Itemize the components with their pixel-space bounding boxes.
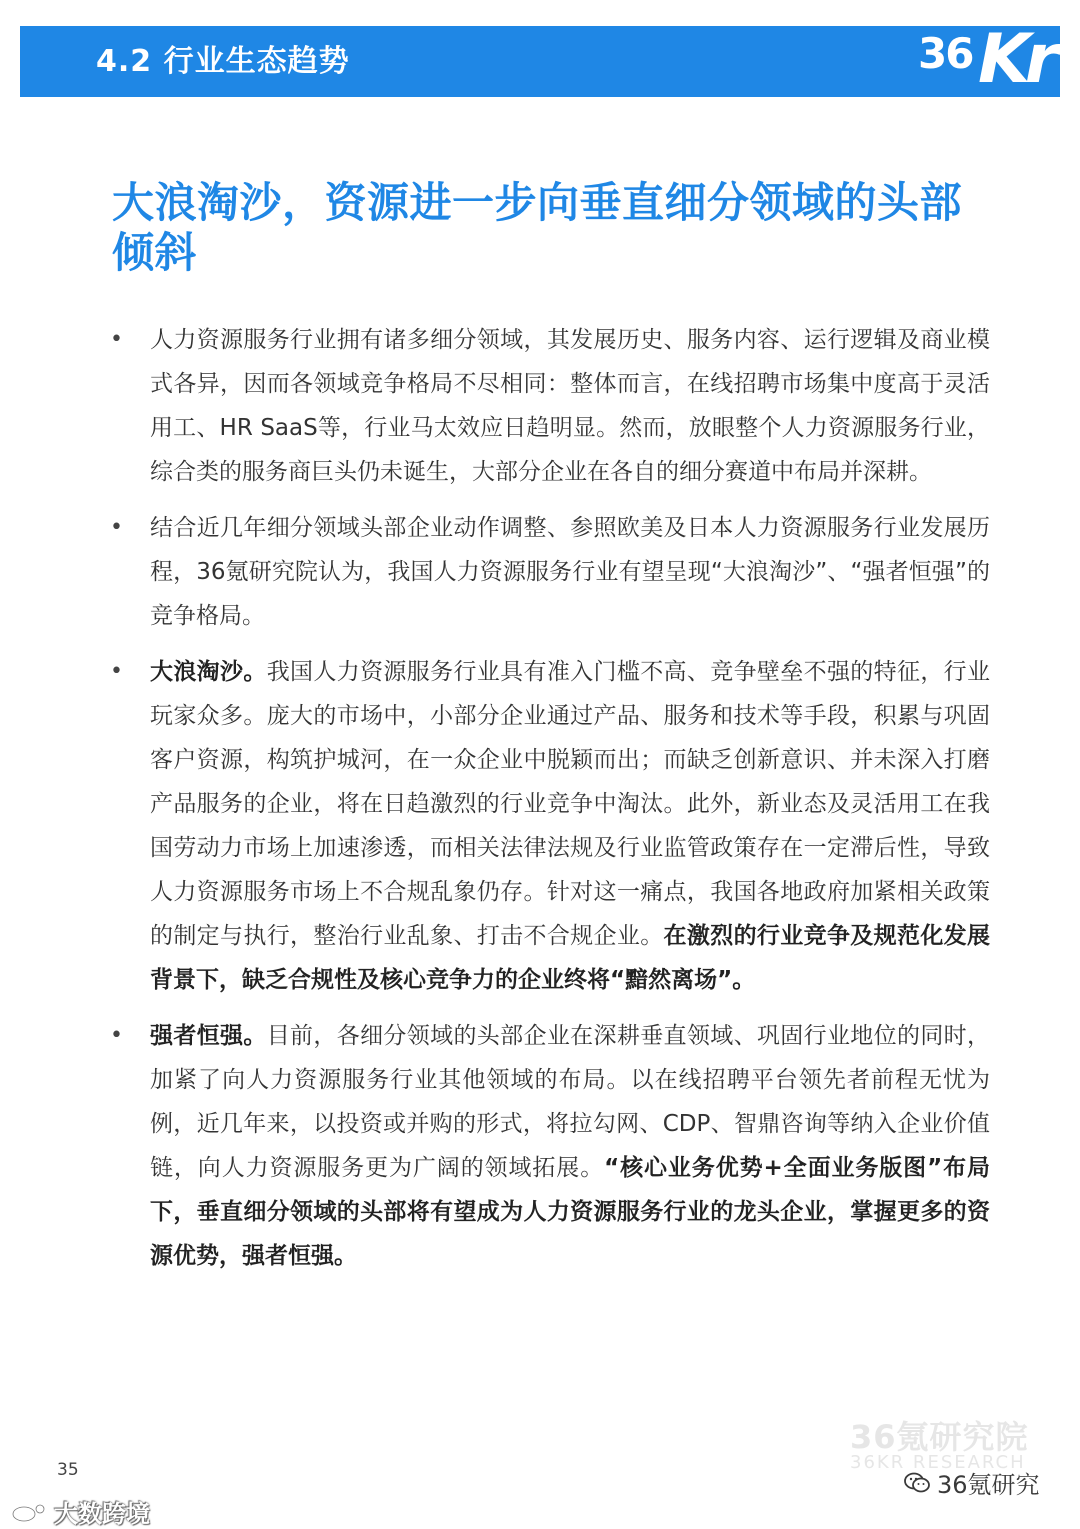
bullet-dot: • <box>110 1023 123 1048</box>
bullet-text <box>150 506 990 638</box>
bullet-body: 结合近几年细分领域头部企业动作调整、参照欧美及日本人力资源服务行业发展历程，36氪研究院认为，我国人力资源服务行业有望呈现“大浪淘沙”、“强者恒强”的竞争格局。 <box>150 515 990 629</box>
36kr-logo <box>906 20 1056 99</box>
page-headline: 大浪淘沙，资源进一步向垂直细分领域的头部倾斜 <box>112 178 963 277</box>
wechat-account-name: 36氪研究 <box>937 1471 1040 1499</box>
research-watermark-cn: 36氪研究院 <box>850 1418 1029 1456</box>
logo-letters: Kr <box>978 20 1053 99</box>
bullet-body: 目前，各细分领域的头部企业在深耕垂直领域、巩固行业地位的同时，加紧了向人力资源服务行业其他领域的布局。以在线招聘平台领先者前程无忧为例，近几年来，以投资或并购的形式，将拉勾网、CDP、智鼎咨询等纳入企业价值链，向人力资源服务更为广阔的领域拓展。 <box>150 1023 991 1181</box>
bullet-dot: • <box>110 327 123 352</box>
bullet-lead: 大浪淘沙。 <box>150 659 267 685</box>
logo-number: 36 <box>918 29 973 78</box>
bullet-item <box>110 506 990 638</box>
page-number: 35 <box>57 1460 79 1480</box>
bullet-emphasis: 在激烈的行业竞争及规范化发展背景下，缺乏合规性及核心竞争力的企业终将“黯然离场”。 <box>150 923 991 993</box>
corner-watermark <box>10 1494 150 1529</box>
bullet-body: 我国人力资源服务行业具有准入门槛不高、竞争壁垒不强的特征，行业玩家众多。庞大的市场中，小部分企业通过产品、服务和技术等手段，积累与巩固客户资源，构筑护城河，在一众企业中脱颖而出；而缺乏创新意识、并未深入打磨产品服务的企业，将在日趋激烈的行业竞争中淘汰。此外，新业态及灵活用工在我国劳动力市场上加速渗透，而相关法律法规及行业监管政策存在一定滞后性，导致人力资源服务市场上不合规乱象仍存。针对这一痛点，我国各地政府加紧相关政策的制定与执行，整治行业乱象、打击不合规企业。 <box>150 659 991 949</box>
bullet-lead: 强者恒强。 <box>150 1023 267 1049</box>
wechat-icon <box>903 1471 931 1495</box>
section-header-bar <box>20 20 1060 99</box>
bullet-text <box>150 650 990 1002</box>
bullet-item <box>110 318 990 494</box>
bullet-text <box>150 318 990 494</box>
bullet-list <box>110 318 990 1290</box>
bullet-dot: • <box>110 659 123 684</box>
corner-watermark-text: 大数跨境 <box>54 1500 150 1528</box>
bullet-text <box>150 1014 990 1278</box>
wechat-watermark <box>903 1465 1040 1500</box>
weibo-icon <box>10 1500 50 1524</box>
bullet-item <box>110 650 990 1002</box>
bullet-body: 人力资源服务行业拥有诸多细分领域，其发展历史、服务内容、运行逻辑及商业模式各异，因而各领域竞争格局不尽相同：整体而言，在线招聘市场集中度高于灵活用工、HR SaaS等，行业马太效应日趋明显。然而，放眼整个人力资源服务行业，综合类的服务商巨头仍未诞生，大部分企业在各自的细分赛道中布局并深耕。 <box>150 327 990 485</box>
bullet-emphasis: “核心业务优势+全面业务版图”布局下，垂直细分领域的头部将有望成为人力资源服务行业的龙头企业，掌握更多的资源优势，强者恒强。 <box>150 1155 990 1269</box>
section-title: 4.2 行业生态趋势 <box>96 44 350 79</box>
research-watermark-en: 36KR RESEARCH <box>850 1452 1026 1473</box>
bullet-dot: • <box>110 515 123 540</box>
bullet-item <box>110 1014 990 1278</box>
